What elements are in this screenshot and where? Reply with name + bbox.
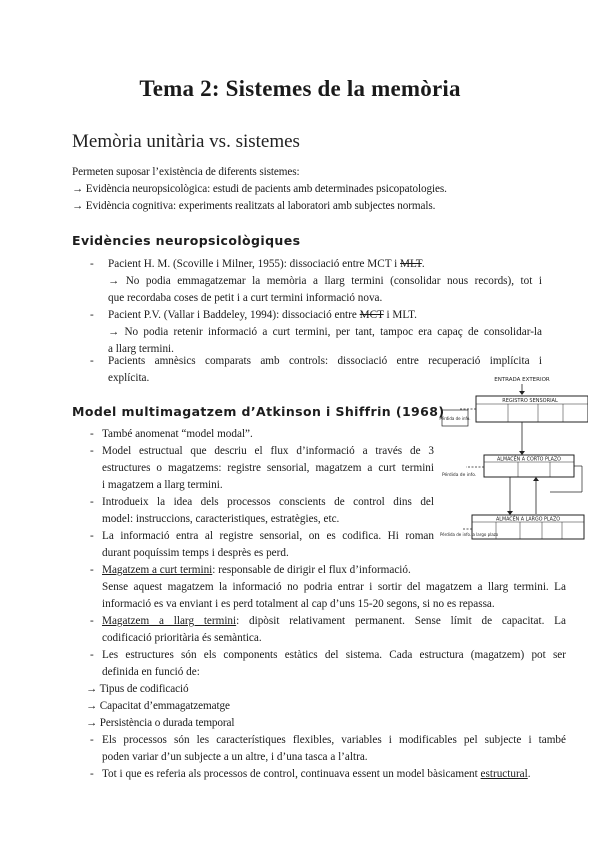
bullet-estructures-cont: definida en funció de: — [102, 666, 200, 678]
bullet-dash: - — [90, 258, 94, 270]
bullet-dash: - — [90, 428, 94, 440]
bullet-dash: - — [90, 496, 94, 508]
bullet-hm-arrow: → No podia emmagatzemar la memòria a llarg termini (consolidar nous records), tot i — [108, 275, 542, 287]
bullet-estructural: Model estructual que descriu el flux d’informació a través de 3 — [102, 445, 434, 457]
bullet-model-modal: També anomenat “model modal”. — [102, 428, 253, 440]
diagram-arrow-head — [519, 391, 525, 395]
bullet-curt-termini: Magatzem a curt termini: responsable de dirigir el flux d’informació. — [102, 564, 411, 576]
bullet-dash: - — [90, 768, 94, 780]
bullet-processos-flexibles-cont: poden variar d’un subjecte a un altre, i d’una tasca a l’altra. — [102, 751, 368, 763]
diagram-box2-label: ALMACÉN A CORTO PLAZO — [497, 457, 561, 463]
section-heading-model: Model multimagatzem d’Atkinson i Shiffrin (1968) — [72, 404, 445, 419]
diagram-box3-label: ALMACÉN A LARGO PLAZO — [495, 517, 561, 523]
arrow-item: → Capacitat d’emmagatzematge — [86, 700, 230, 712]
bullet-processos-flexibles: Els processos són les característiques flexibles, variables i modificables pel subjecte i també — [102, 734, 566, 746]
bullet-registre: La informació entra al registre sensorial, on es codifica. Hi roman — [102, 530, 434, 542]
bullet-dash: - — [90, 649, 94, 661]
section-heading-evidencies: Evidències neuropsicològiques — [72, 233, 301, 248]
bullet-estructural-final: Tot i que es referia als processos de control, continuava essent un model bàsicament estructural. — [102, 768, 531, 780]
diagram-side3: Pérdida de info. a largo plazo — [440, 532, 499, 537]
bullet-curt-termini-cont: Sense aquest magatzem la informació no podria entrar i sortir del magatzem a llarg termini. La — [102, 581, 566, 593]
bullet-dash: - — [90, 734, 94, 746]
atkinson-shiffrin-diagram — [438, 372, 588, 568]
intro-line: → Evidència neuropsicològica: estudi de pacients amb determinades psicopatologies. — [72, 183, 447, 195]
diagram-side2: Pérdida de info. — [442, 473, 477, 478]
bullet-estructural-cont: i magatzem a llarg termini. — [102, 479, 223, 491]
bullet-dash: - — [90, 530, 94, 542]
section-heading-memoria: Memòria unitària vs. sistemes — [72, 131, 300, 152]
bullet-dash: - — [90, 445, 94, 457]
bullet-curt-termini-cont: informació es va enviant i es perd totalment al cap d’uns 15-20 segons, si no es repassa. — [102, 598, 495, 610]
bullet-dash: - — [90, 355, 94, 367]
bullet-estructural-cont: estructures o magatzems: registre sensorial, magatzem a curt termini — [102, 462, 434, 474]
bullet-hm: Pacient H. M. (Scoville i Milner, 1955): dissociació entre MCT i MLT. — [108, 258, 425, 270]
arrow-item: → Persistència o durada temporal — [86, 717, 235, 729]
intro-line: Permeten suposar l’existència de diferents sistemes: — [72, 166, 300, 178]
bullet-llarg-termini: Magatzem a llarg termini: dipòsit relativament permanent. Sense límit de capacitat. La — [102, 615, 566, 627]
bullet-registre-cont: durant poquíssim temps i desprès es perd. — [102, 547, 289, 559]
bullet-dash: - — [90, 564, 94, 576]
bullet-dash: - — [90, 615, 94, 627]
intro-line: → Evidència cognitiva: experiments realitzats al laboratori amb subjectes normals. — [72, 200, 436, 212]
diagram-box1-label: REGISTRO SENSORIAL — [502, 398, 558, 404]
diagram-input-label: ENTRADA EXTERIOR — [494, 377, 550, 383]
bullet-llarg-termini-cont: codificació prioritària és semàntica. — [102, 632, 262, 644]
arrow-item: → Tipus de codificació — [86, 683, 189, 695]
bullet-hm-arrow-cont: que recordaba coses de petit i a curt termini informació nova. — [108, 292, 383, 304]
bullet-processos-cont: model: instruccions, caracteristiques, estratègies, etc. — [102, 513, 340, 525]
bullet-amnesics: Pacients amnèsics comparats amb controls: dissociació entre recuperació implícita i — [108, 355, 542, 367]
bullet-pv: Pacient P.V. (Vallar i Baddeley, 1994): dissociació entre MCT i MLT. — [108, 309, 417, 321]
bullet-processos: Introdueix la idea dels processos conscients de control dins del — [102, 496, 434, 508]
bullet-estructures: Les estructures són els components estàtics del sistema. Cada estructura (magatzem) pot ser — [102, 649, 566, 661]
bullet-pv-arrow: → No podia retenir informació a curt termini, per tant, tampoc era capaç de consolidar-la — [108, 326, 542, 338]
bullet-dash: - — [90, 309, 94, 321]
bullet-pv-arrow-cont: a llarg termini. — [108, 343, 174, 355]
bullet-amnesics-cont: explícita. — [108, 372, 150, 384]
svg-text:Pérdida de info.: Pérdida de info. — [439, 416, 471, 421]
page-title: Tema 2: Sistemes de la memòria — [139, 76, 461, 101]
